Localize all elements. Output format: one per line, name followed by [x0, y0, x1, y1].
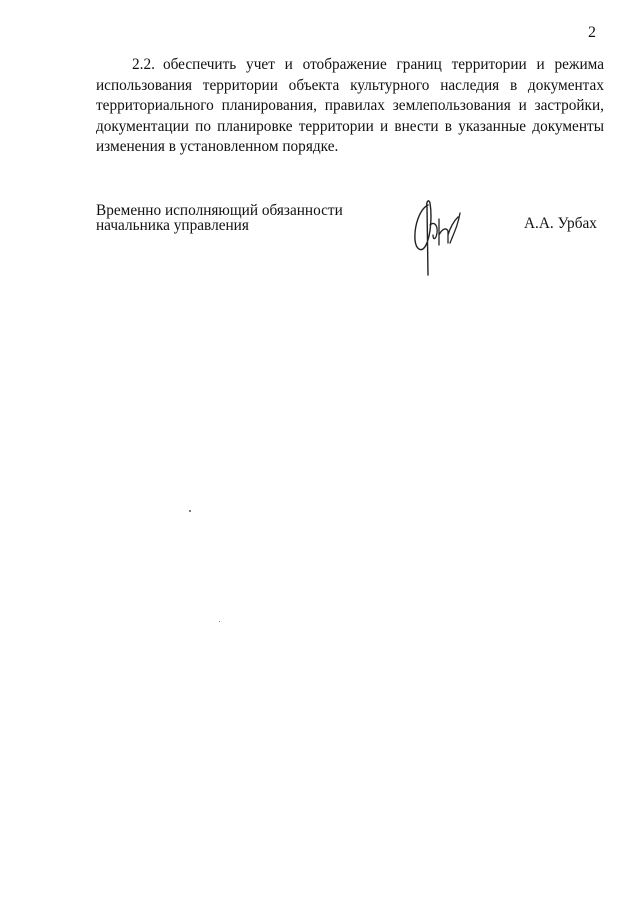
- clause-number: 2.2.: [132, 56, 155, 73]
- page-number: 2: [588, 24, 596, 41]
- clause-text: обеспечить учет и отображение границ территории и режима использования территории объекта культурного наследия в документах территориального планирования, правилах землепользования и застройки, документации по планировке территории и внести в указанные документы изменения в установленном порядке.: [96, 56, 604, 155]
- scan-speck: [219, 621, 220, 622]
- handwritten-signature: [406, 195, 466, 277]
- signatory-title-line2: начальника управления: [96, 217, 249, 234]
- signatory-name: А.А. Урбах: [524, 215, 597, 232]
- scan-speck: [189, 510, 191, 512]
- clause-paragraph: [96, 55, 604, 158]
- signatory-title: [96, 203, 343, 233]
- signatory-title-line1: Временно исполняющий обязанности: [96, 202, 343, 219]
